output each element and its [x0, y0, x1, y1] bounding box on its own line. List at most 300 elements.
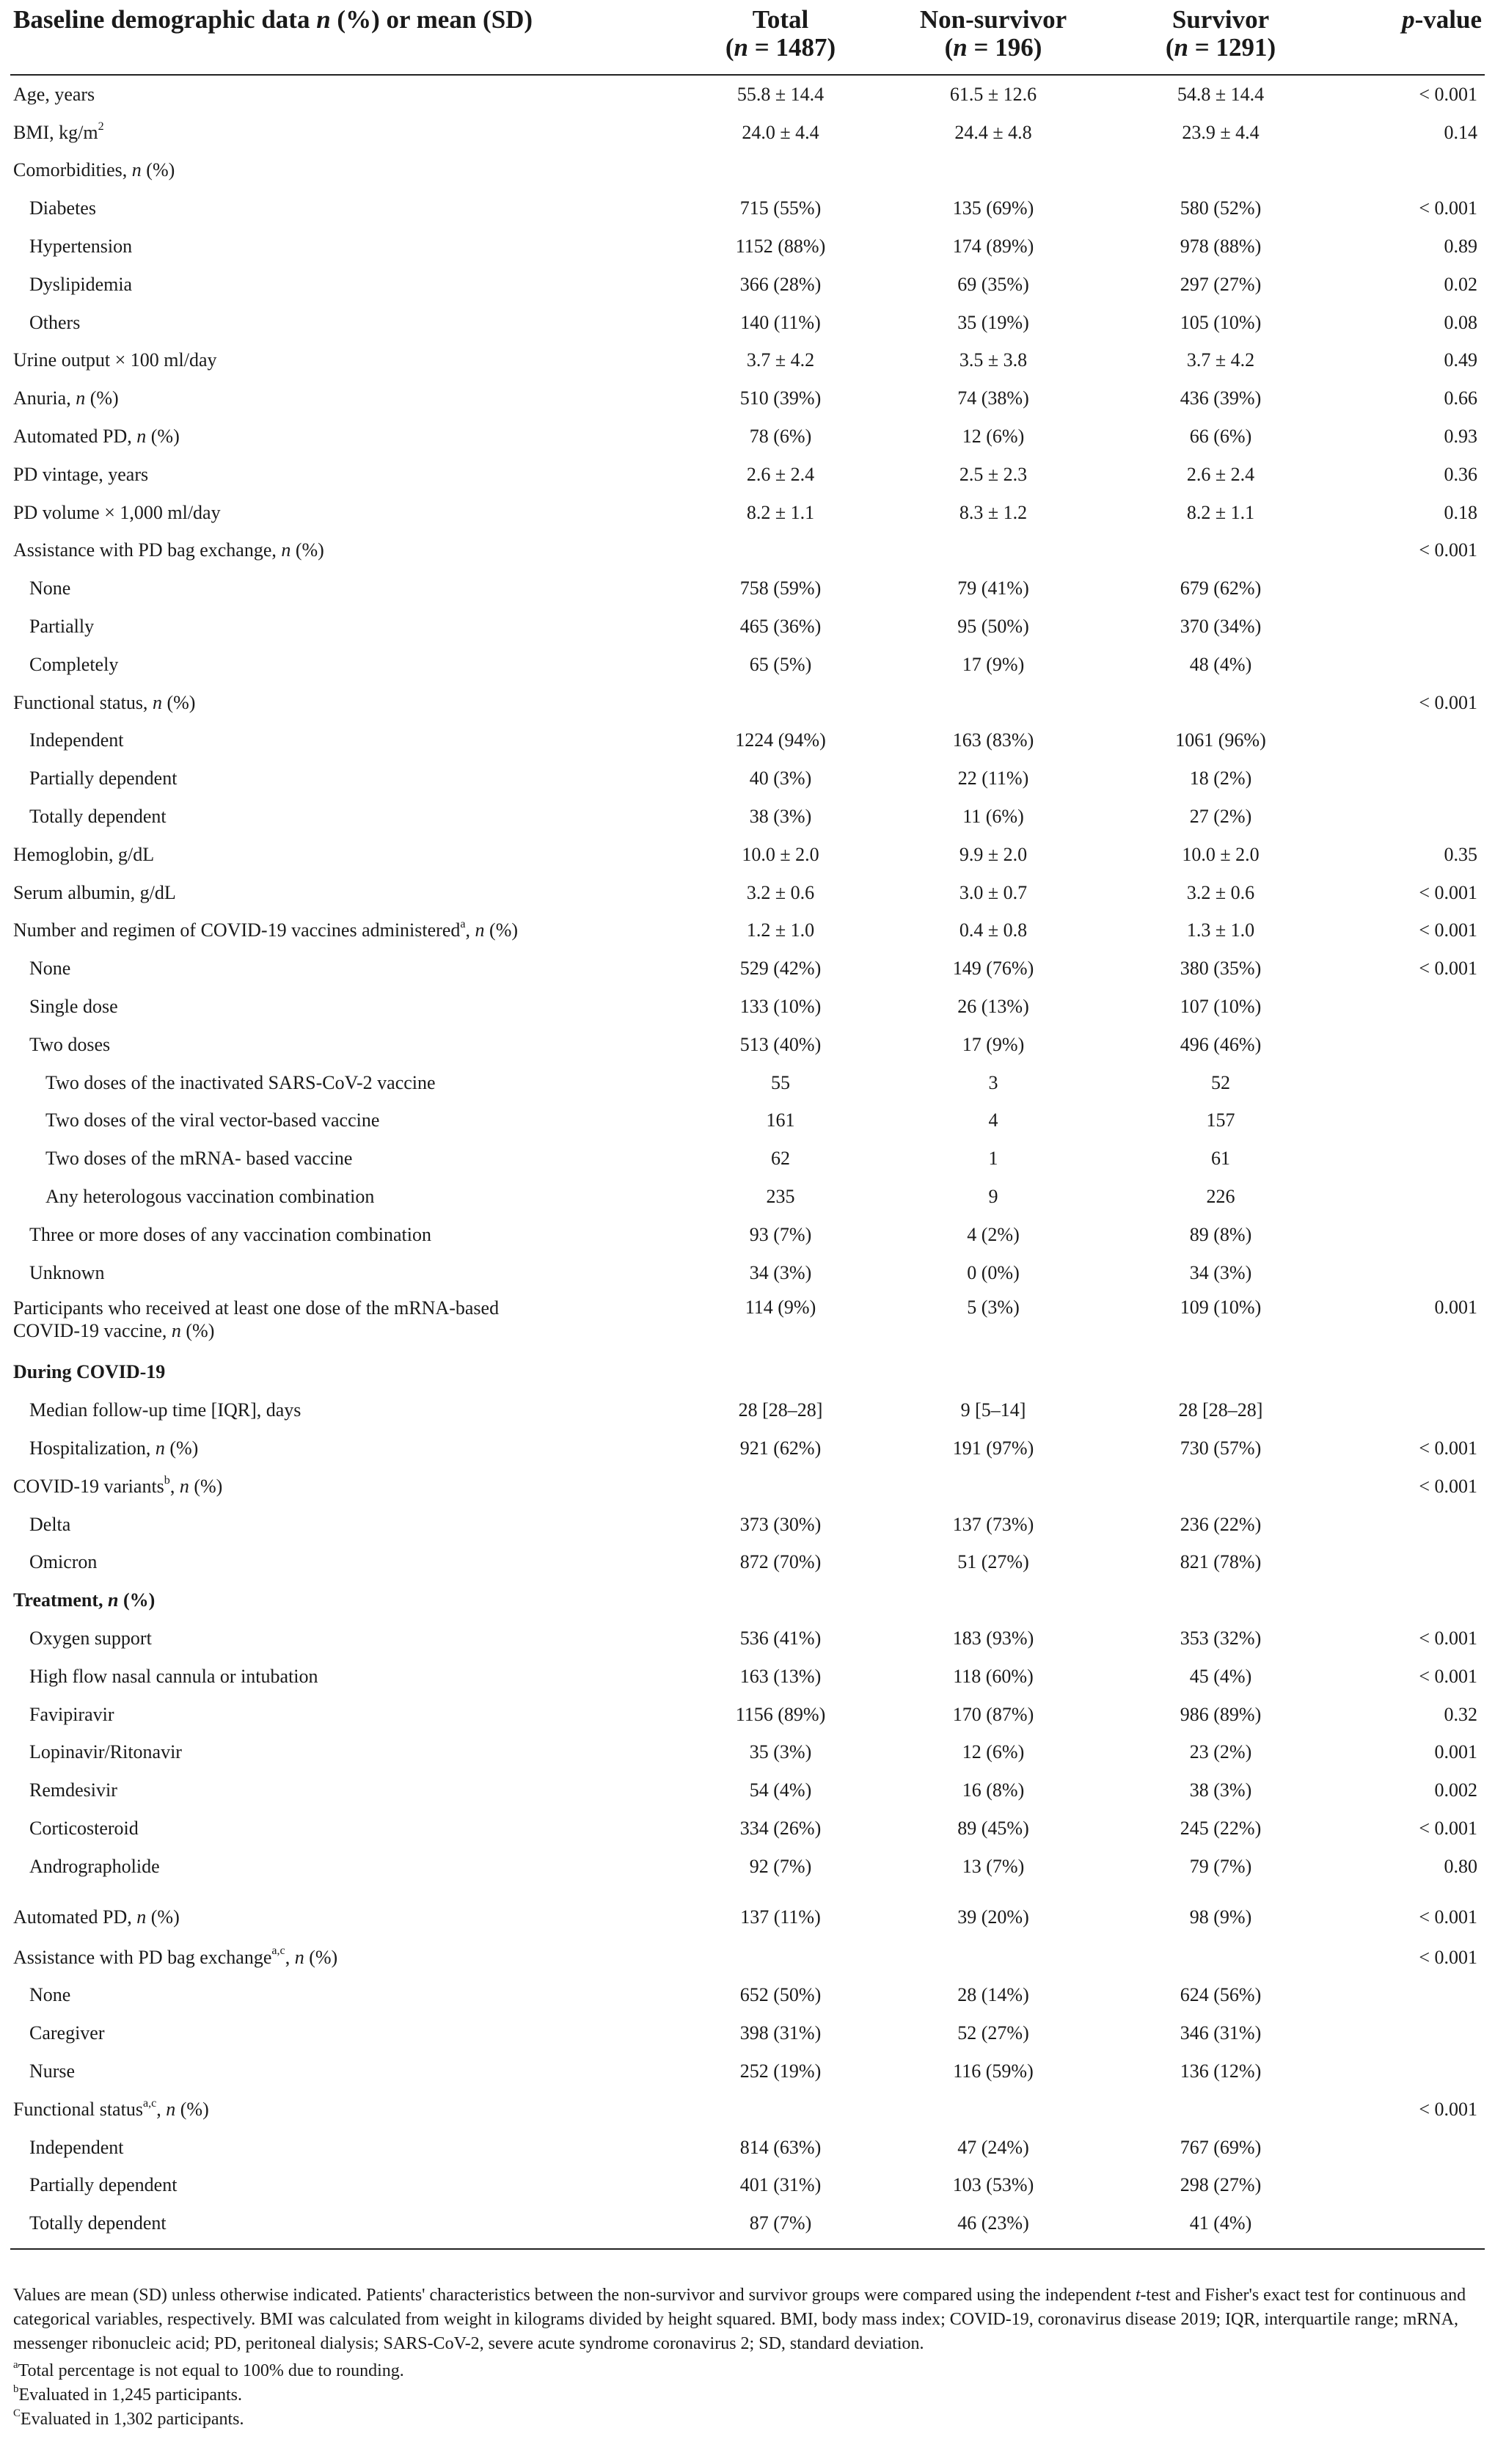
table-row [10, 1026, 1485, 1064]
cell-non-survivor: 24.4 ± 4.8 [954, 121, 1032, 143]
table-row [10, 1140, 1485, 1178]
cell-total: 921 (62%) [739, 1437, 822, 1459]
cell-total: 55 [771, 1071, 790, 1093]
header-non-survivor: Non-survivor (n = 196) [887, 0, 1100, 75]
cell-p-value [1342, 1102, 1485, 1140]
row-label: Corticosteroid [29, 1817, 139, 1839]
cell-p-value: < 0.001 [1419, 197, 1477, 219]
table-row [10, 646, 1485, 684]
cell-p-value: < 0.001 [1419, 1906, 1477, 1928]
cell-total: 334 (26%) [739, 1817, 822, 1839]
table-row [10, 1254, 1485, 1292]
cell-survivor: 109 (10%) [1180, 1296, 1262, 1318]
row-label: PD vintage, years [13, 463, 149, 485]
cell-p-value [1342, 988, 1485, 1026]
cell-survivor: 89 (8%) [1189, 1223, 1252, 1245]
cell-non-survivor: 51 (27%) [957, 1551, 1029, 1573]
cell-total: 92 (7%) [749, 1855, 812, 1877]
cell-total: 140 (11%) [740, 311, 821, 333]
row-label: High flow nasal cannula or intubation [29, 1665, 318, 1687]
cell-total: 3.2 ± 0.6 [746, 881, 815, 903]
cell-p-value: < 0.001 [1419, 1475, 1477, 1497]
table-row [10, 1619, 1485, 1658]
cell-non-survivor: 3 [988, 1071, 998, 1093]
cell-survivor: 245 (22%) [1180, 1817, 1262, 1839]
cell-total: 163 (13%) [739, 1665, 822, 1687]
table-row [10, 1102, 1485, 1140]
cell-total: 529 (42%) [739, 958, 822, 980]
cell-non-survivor: 191 (97%) [952, 1437, 1034, 1459]
table-row [10, 2166, 1485, 2204]
cell-p-value: 0.001 [1434, 1296, 1477, 1318]
cell-survivor [1100, 1354, 1342, 1392]
table-row [10, 266, 1485, 304]
cell-total: 1152 (88%) [735, 236, 826, 258]
cell-non-survivor [887, 1468, 1100, 1506]
table-row [10, 1581, 1485, 1619]
cell-non-survivor: 3.5 ± 3.8 [959, 349, 1028, 371]
footnote-marker: b [164, 1473, 170, 1487]
row-label: Age, years [13, 83, 95, 105]
cell-survivor: 297 (27%) [1180, 273, 1262, 295]
cell-survivor: 1.3 ± 1.0 [1186, 919, 1255, 941]
cell-p-value [1342, 1976, 1485, 2014]
table-row [10, 152, 1485, 190]
cell-survivor: 496 (46%) [1180, 1033, 1262, 1055]
cell-survivor [1100, 1581, 1342, 1619]
cell-non-survivor: 163 (83%) [952, 729, 1034, 751]
cell-non-survivor: 17 (9%) [962, 1033, 1025, 1055]
table-row [10, 1733, 1485, 1771]
row-label: During COVID-19 [13, 1361, 166, 1383]
table-row [10, 1354, 1485, 1392]
cell-survivor: 821 (78%) [1180, 1551, 1262, 1573]
cell-total: 10.0 ± 2.0 [742, 843, 819, 865]
cell-p-value: 0.49 [1444, 349, 1477, 371]
cell-survivor: 136 (12%) [1180, 2060, 1262, 2082]
row-label: Automated PD, n (%) [13, 1906, 180, 1928]
table-row [10, 1292, 1485, 1354]
cell-p-value: 0.35 [1444, 843, 1477, 865]
row-label: Totally dependent [10, 2204, 674, 2249]
cell-non-survivor: 13 (7%) [962, 1855, 1025, 1877]
cell-p-value [1342, 1216, 1485, 1254]
cell-non-survivor: 69 (35%) [957, 273, 1029, 295]
cell-non-survivor: 2.5 ± 2.3 [959, 463, 1028, 485]
cell-p-value: 0.80 [1444, 1855, 1477, 1877]
row-label: Caregiver [29, 2022, 105, 2044]
table-row [10, 836, 1485, 874]
row-label: Nurse [29, 2060, 76, 2082]
cell-non-survivor: 9 [5–14] [960, 1399, 1026, 1421]
cell-survivor: 105 (10%) [1180, 311, 1262, 333]
cell-non-survivor [887, 1939, 1100, 1977]
cell-p-value [1342, 1064, 1485, 1102]
cell-p-value: < 0.001 [1419, 881, 1477, 903]
cell-total: 366 (28%) [739, 273, 822, 295]
row-label: Functional status$^{a,c}$, n (%) [13, 2096, 209, 2120]
cell-non-survivor: 74 (38%) [957, 387, 1029, 409]
table-row [10, 304, 1485, 342]
cell-p-value [1342, 569, 1485, 608]
row-label: Urine output × 100 ml/day [13, 349, 217, 371]
row-label: Three or more doses of any vaccination combination [29, 1223, 431, 1245]
cell-non-survivor: 4 (2%) [967, 1223, 1020, 1245]
cell-p-value [1342, 798, 1485, 836]
cell-p-value: < 0.001 [1419, 83, 1477, 105]
cell-survivor: 346 (31%) [1180, 2022, 1262, 2044]
cell-total: 715 (55%) [739, 197, 822, 219]
row-label: Assistance with PD bag exchange$^{a,c}$, n (%) [13, 1944, 338, 1968]
cell-total: 35 (3%) [749, 1741, 812, 1763]
footnote-marker: a,c [142, 2096, 157, 2110]
cell-non-survivor: 135 (69%) [952, 197, 1034, 219]
table-row [10, 2091, 1485, 2129]
cell-total: 24.0 ± 4.4 [742, 121, 819, 143]
header-total: Total (n = 1487) [674, 0, 887, 75]
cell-non-survivor: 0 (0%) [967, 1261, 1020, 1283]
footnote-main: Values are mean (SD) unless otherwise indicated. Patients' characteristics between the non-survivor and survivor groups were compared using the independent t-test and Fisher's exact test for continuous and categorical variables, respectively. BMI was calculated from weight in kilograms divided by height squared. BMI, body mass index; COVID-19, coronavirus disease 2019; IQR, interquartile range; mRNA, messenger ribonucleic acid; PD, peritoneal dialysis; SARS-CoV-2, severe acute syndrome coronavirus 2; SD, standard deviation. [13, 2286, 1466, 2353]
footnote-b: $^b$Evaluated in 1,245 participants. [13, 2383, 243, 2405]
cell-survivor: 226 [1206, 1186, 1235, 1207]
cell-survivor: 27 (2%) [1189, 806, 1252, 828]
cell-non-survivor: 22 (11%) [957, 768, 1029, 790]
cell-total: 34 (3%) [749, 1261, 812, 1283]
row-label: Hospitalization, n (%) [29, 1437, 199, 1459]
cell-survivor: 38 (3%) [1189, 1779, 1252, 1801]
cell-total: 54 (4%) [749, 1779, 812, 1801]
cell-survivor: 767 (69%) [1180, 2136, 1262, 2158]
demographics-table-container [10, 0, 1485, 2250]
footnote-c: $^C$Evaluated in 1,302 participants. [13, 2407, 244, 2429]
cell-p-value: < 0.001 [1419, 958, 1477, 980]
cell-survivor: 353 (32%) [1180, 1627, 1262, 1649]
cell-p-value: < 0.001 [1419, 1946, 1477, 1968]
cell-survivor: 2.6 ± 2.4 [1186, 463, 1255, 485]
footnote-a: $^a$Total percentage is not equal to 100% due to rounding. [13, 2358, 404, 2380]
table-row [10, 949, 1485, 988]
demographics-table [10, 0, 1485, 2250]
cell-non-survivor: 183 (93%) [952, 1627, 1034, 1649]
cell-non-survivor: 8.3 ± 1.2 [959, 501, 1028, 523]
cell-survivor: 41 (4%) [1100, 2204, 1342, 2249]
cell-total [674, 1939, 887, 1977]
cell-p-value [1342, 1581, 1485, 1619]
cell-non-survivor: 95 (50%) [957, 616, 1029, 638]
cell-total [674, 1468, 887, 1506]
table-row [10, 2014, 1485, 2052]
cell-survivor: 8.2 ± 1.1 [1186, 501, 1255, 523]
cell-total: 137 (11%) [740, 1906, 821, 1928]
table-row [10, 722, 1485, 760]
table-row [10, 1506, 1485, 1544]
row-label: Independent [29, 729, 124, 751]
table-header [10, 0, 1485, 75]
cell-p-value [1342, 1354, 1485, 1392]
cell-survivor: 48 (4%) [1189, 653, 1252, 675]
cell-survivor [1100, 1939, 1342, 1977]
cell-non-survivor: 137 (73%) [952, 1513, 1034, 1535]
cell-p-value [1342, 2166, 1485, 2204]
cell-survivor [1100, 684, 1342, 722]
table-row [10, 227, 1485, 266]
cell-p-value: 0.002 [1434, 1779, 1477, 1801]
cell-total: 398 (31%) [739, 2022, 822, 2044]
row-label: Two doses of the viral vector-based vaccine [45, 1109, 380, 1131]
header-p-value: p-value [1342, 0, 1485, 75]
cell-non-survivor: 11 (6%) [962, 806, 1024, 828]
cell-total: 62 [771, 1148, 790, 1170]
table-row [10, 608, 1485, 646]
row-label: Treatment, n (%) [13, 1589, 156, 1611]
cell-total [674, 2091, 887, 2129]
cell-survivor: 23 (2%) [1189, 1741, 1252, 1763]
table-row [10, 114, 1485, 152]
cell-p-value: 0.66 [1444, 387, 1477, 409]
cell-non-survivor: 4 [988, 1109, 998, 1131]
row-label: PD volume × 1,000 ml/day [13, 501, 221, 523]
cell-p-value [1342, 759, 1485, 798]
table-row [10, 1771, 1485, 1809]
cell-p-value: 0.32 [1444, 1703, 1477, 1725]
row-label: Automated PD, n (%) [13, 426, 180, 448]
cell-total: 38 (3%) [749, 806, 812, 828]
cell-total: 78 (6%) [749, 426, 812, 448]
cell-survivor: 66 (6%) [1189, 426, 1252, 448]
table-row [10, 1216, 1485, 1254]
cell-survivor: 18 (2%) [1189, 768, 1252, 790]
cell-total: 28 [28–28] [738, 1399, 823, 1421]
cell-total: 40 (3%) [749, 768, 812, 790]
cell-survivor: 236 (22%) [1180, 1513, 1262, 1535]
cell-p-value: 0.14 [1444, 121, 1477, 143]
table-row [10, 798, 1485, 836]
cell-p-value [1342, 2129, 1485, 2167]
cell-non-survivor: 26 (13%) [957, 996, 1029, 1018]
cell-total: 87 (7%) [674, 2204, 887, 2249]
table-body [10, 75, 1485, 2249]
row-label: Partially dependent [29, 2174, 178, 2196]
cell-total: 8.2 ± 1.1 [746, 501, 815, 523]
cell-non-survivor: 52 (27%) [957, 2022, 1029, 2044]
row-label: COVID-19 variants$^b$, n (%) [13, 1473, 223, 1497]
table-row [10, 569, 1485, 608]
row-label: Dyslipidemia [29, 273, 133, 295]
cell-non-survivor [887, 684, 1100, 722]
cell-total: 872 (70%) [739, 1551, 822, 1573]
cell-survivor [1100, 152, 1342, 190]
row-label: Lopinavir/Ritonavir [29, 1741, 182, 1763]
cell-total: 758 (59%) [739, 577, 822, 599]
cell-p-value: < 0.001 [1419, 919, 1477, 941]
table-row [10, 379, 1485, 418]
table-row [10, 189, 1485, 227]
row-label: Delta [29, 1513, 71, 1535]
table-row [10, 1543, 1485, 1581]
cell-non-survivor: 9.9 ± 2.0 [959, 843, 1028, 865]
cell-p-value [1342, 152, 1485, 190]
cell-p-value [1342, 2014, 1485, 2052]
cell-non-survivor [887, 152, 1100, 190]
cell-p-value [1342, 1140, 1485, 1178]
row-label: None [29, 958, 71, 980]
table-row [10, 2204, 1485, 2249]
cell-p-value: 0.08 [1444, 311, 1477, 333]
cell-p-value: 0.36 [1444, 463, 1477, 485]
cell-p-value [1342, 1506, 1485, 1544]
cell-p-value [1342, 646, 1485, 684]
cell-non-survivor: 5 (3%) [967, 1296, 1020, 1318]
cell-survivor: 3.7 ± 4.2 [1186, 349, 1255, 371]
cell-total: 114 (9%) [745, 1296, 816, 1318]
cell-non-survivor: 174 (89%) [952, 236, 1034, 258]
cell-total: 1224 (94%) [735, 729, 826, 751]
cell-survivor: 157 [1206, 1109, 1235, 1131]
cell-total: 401 (31%) [739, 2174, 822, 2196]
cell-p-value [1342, 1026, 1485, 1064]
cell-non-survivor [887, 2091, 1100, 2129]
cell-p-value: < 0.001 [1419, 1437, 1477, 1459]
cell-non-survivor: 0.4 ± 0.8 [959, 919, 1028, 941]
cell-non-survivor: 103 (53%) [952, 2174, 1034, 2196]
table-row [10, 456, 1485, 494]
cell-total: 1156 (89%) [735, 1703, 826, 1725]
cell-p-value: 0.02 [1444, 273, 1477, 295]
row-label: Median follow-up time [IQR], days [29, 1399, 301, 1421]
table-row [10, 874, 1485, 912]
cell-survivor: 45 (4%) [1189, 1665, 1252, 1687]
table-row [10, 1468, 1485, 1506]
row-label: Diabetes [29, 197, 96, 219]
cell-total [674, 152, 887, 190]
row-label: None [29, 1984, 71, 2006]
row-label: Number and regimen of COVID-19 vaccines administered$^a$, n (%) [13, 918, 519, 941]
cell-survivor: 370 (34%) [1180, 616, 1262, 638]
table-row [10, 418, 1485, 456]
cell-p-value: < 0.001 [1419, 1817, 1477, 1839]
cell-non-survivor: 61.5 ± 12.6 [949, 83, 1037, 105]
table-row [10, 1429, 1485, 1468]
cell-p-value: < 0.001 [1419, 1627, 1477, 1649]
cell-survivor: 986 (89%) [1180, 1703, 1262, 1725]
cell-non-survivor: 3.0 ± 0.7 [959, 881, 1028, 903]
table-row [10, 1886, 1485, 1939]
row-label: Omicron [29, 1551, 98, 1573]
row-label: Comorbidities, n (%) [13, 159, 175, 181]
row-label: Unknown [29, 1261, 105, 1283]
cell-survivor: 679 (62%) [1180, 577, 1262, 599]
row-label: Completely [29, 653, 119, 675]
cell-non-survivor: 28 (14%) [957, 1984, 1029, 2006]
cell-total: 65 (5%) [749, 653, 812, 675]
table-row [10, 988, 1485, 1026]
cell-non-survivor: 39 (20%) [957, 1906, 1029, 1928]
cell-survivor: 61 [1211, 1148, 1230, 1170]
cell-p-value: 0.001 [1434, 1741, 1477, 1763]
cell-survivor: 624 (56%) [1180, 1984, 1262, 2006]
row-label: Single dose [29, 996, 118, 1018]
cell-non-survivor [887, 1354, 1100, 1392]
table-row [10, 1939, 1485, 1977]
cell-p-value: < 0.001 [1419, 2098, 1477, 2120]
cell-total: 1.2 ± 1.0 [746, 919, 815, 941]
row-label: Partially [29, 616, 95, 638]
table-row [10, 684, 1485, 722]
row-label: Oxygen support [29, 1627, 152, 1649]
row-label: None [29, 577, 71, 599]
table-row [10, 494, 1485, 532]
cell-non-survivor: 149 (76%) [952, 958, 1034, 980]
table-row [10, 1809, 1485, 1848]
cell-survivor: 98 (9%) [1189, 1906, 1252, 1928]
cell-total: 510 (39%) [739, 387, 822, 409]
cell-survivor: 54.8 ± 14.4 [1177, 83, 1265, 105]
cell-p-value: < 0.001 [1419, 539, 1477, 561]
table-row [10, 1696, 1485, 1734]
row-label: Anuria, n (%) [13, 387, 119, 409]
row-label: Two doses [29, 1033, 111, 1055]
cell-non-survivor: 89 (45%) [957, 1817, 1029, 1839]
cell-non-survivor: 79 (41%) [957, 577, 1029, 599]
cell-total: 235 [766, 1186, 795, 1207]
row-label: Hypertension [29, 236, 133, 258]
cell-total: 55.8 ± 14.4 [736, 83, 825, 105]
cell-total: 2.6 ± 2.4 [746, 463, 815, 485]
cell-total [674, 1354, 887, 1392]
cell-survivor [1100, 1468, 1342, 1506]
cell-non-survivor: 17 (9%) [962, 653, 1025, 675]
cell-survivor: 28 [28–28] [1178, 1399, 1263, 1421]
cell-survivor: 436 (39%) [1180, 387, 1262, 409]
cell-total [674, 684, 887, 722]
table-row [10, 1658, 1485, 1696]
cell-survivor: 978 (88%) [1180, 236, 1262, 258]
cell-total: 814 (63%) [739, 2136, 822, 2158]
footnote-marker: a,c [271, 1944, 285, 1958]
cell-non-survivor: 47 (24%) [957, 2136, 1029, 2158]
cell-non-survivor: 1 [988, 1148, 998, 1170]
cell-survivor: 107 (10%) [1180, 996, 1262, 1018]
header-baseline: Baseline demographic data n (%) or mean (SD) [10, 0, 674, 75]
table-row [10, 1064, 1485, 1102]
cell-survivor: 79 (7%) [1189, 1855, 1252, 1877]
row-label: Two doses of the inactivated SARS-CoV-2 vaccine [45, 1071, 436, 1093]
cell-p-value [1342, 1178, 1485, 1216]
cell-non-survivor: 46 (23%) [887, 2204, 1100, 2249]
cell-non-survivor: 35 (19%) [957, 311, 1029, 333]
cell-p-value [1342, 2052, 1485, 2091]
cell-non-survivor: 16 (8%) [962, 1779, 1025, 1801]
row-label: BMI, $kg/m^2$ [13, 120, 104, 143]
cell-survivor: 3.2 ± 0.6 [1186, 881, 1255, 903]
cell-total: 536 (41%) [739, 1627, 822, 1649]
cell-survivor: 10.0 ± 2.0 [1182, 843, 1260, 865]
cell-total [674, 1581, 887, 1619]
cell-survivor [1100, 2091, 1342, 2129]
cell-survivor: 580 (52%) [1180, 197, 1262, 219]
row-label: Independent [29, 2136, 124, 2158]
cell-total: 133 (10%) [739, 996, 822, 1018]
cell-p-value [1342, 1391, 1485, 1429]
row-label: Totally dependent [29, 806, 167, 828]
row-label: Any heterologous vaccination combination [45, 1186, 375, 1207]
table-row [10, 1848, 1485, 1886]
cell-p-value: < 0.001 [1419, 1665, 1477, 1687]
cell-non-survivor [887, 1581, 1100, 1619]
cell-p-value [1342, 722, 1485, 760]
cell-total: 652 (50%) [739, 1984, 822, 2006]
table-row [10, 532, 1485, 570]
